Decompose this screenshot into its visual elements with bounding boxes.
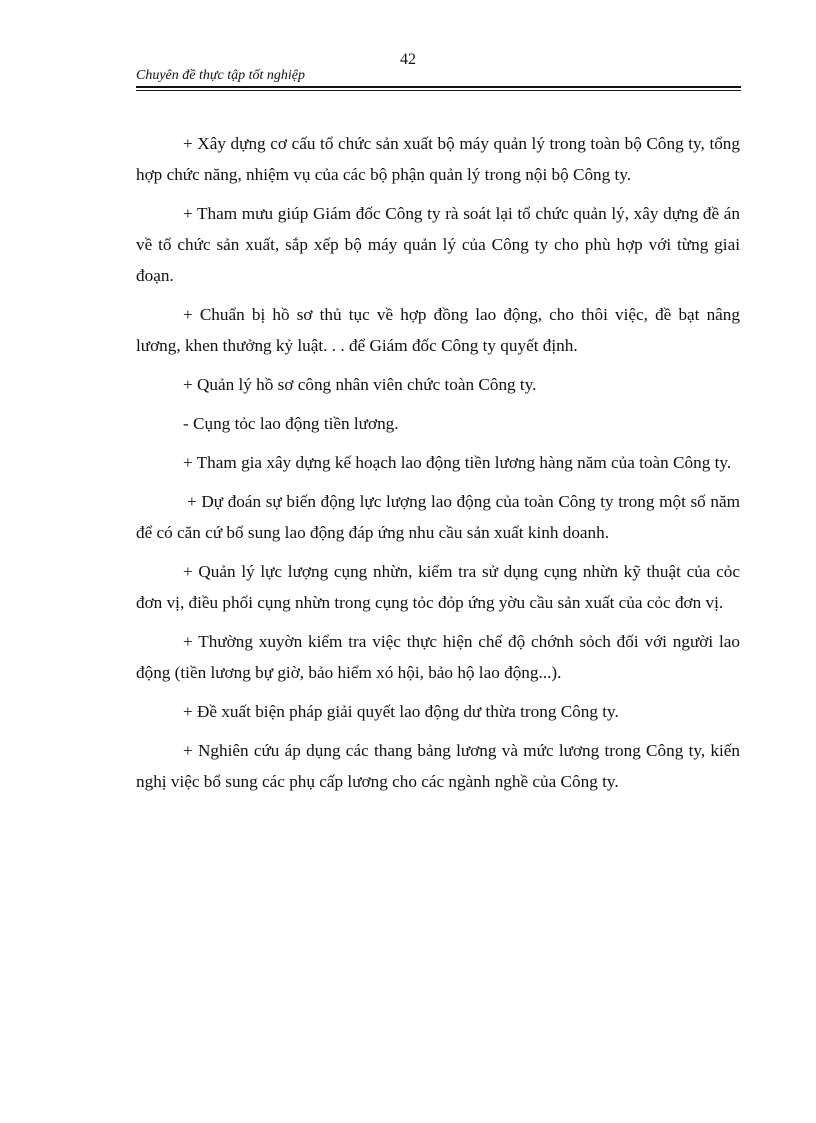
paragraph-2: + Tham mưu giúp Giám đốc Công ty rà soát lại tổ chức quản lý, xây dựng đề án về tổ chức sản xuất, sắp xếp bộ máy quản lý của Công ty cho phù hợp với từng giai đoạn. — [136, 204, 740, 285]
paragraph-11: + Nghiên cứu áp dụng các thang bảng lương và mức lương trong Công ty, kiến nghị việc bổ sung các phụ cấp lương cho các ngành nghề của Công ty. — [136, 741, 740, 791]
document-body — [136, 128, 740, 805]
paragraph-8: + Quản lý lực lượng cụng nhừn, kiểm tra sử dụng cụng nhừn kỹ thuật của cỏc đơn vị, điều phối cụng nhừn trong cụng tỏc đỏp ứng yờu cầu sản xuất của cỏc đơn vị. — [136, 562, 740, 612]
paragraph-1: + Xây dựng cơ cấu tổ chức sản xuất bộ máy quản lý trong toàn bộ Công ty, tổng hợp chức năng, nhiệm vụ của các bộ phận quản lý trong nội bộ Công ty. — [136, 134, 740, 184]
paragraph-10: + Đề xuất biện pháp giải quyết lao động dư thừa trong Công ty. — [183, 702, 619, 721]
paragraph-7: + Dự đoán sự biến động lực lượng lao động của toàn Công ty trong một số năm để có căn cứ bổ sung lao động đáp ứng nhu cầu sản xuất kinh doanh. — [136, 492, 740, 542]
paragraph-3: + Chuẩn bị hồ sơ thủ tục về hợp đồng lao động, cho thôi việc, đề bạt nâng lương, khen thưởng kỷ luật. . . để Giám đốc Công ty quyết định. — [136, 305, 740, 355]
document-header-title: Chuyên đề thực tập tốt nghiệp — [136, 68, 305, 83]
header-divider-thin — [136, 90, 741, 91]
paragraph-4: + Quản lý hồ sơ công nhân viên chức toàn Công ty. — [183, 375, 537, 394]
paragraph-5: - Cụng tỏc lao động tiền lương. — [183, 414, 399, 433]
paragraph-9: + Thường xuyờn kiểm tra việc thực hiện chế độ chớnh sỏch đối với người lao động (tiền lương bự giờ, bảo hiểm xó hội, bảo hộ lao động...). — [136, 632, 740, 682]
page-number: 42 — [400, 51, 416, 68]
header-divider — [136, 86, 741, 88]
paragraph-6: + Tham gia xây dựng kế hoạch lao động tiền lương hàng năm của toàn Công ty. — [183, 453, 732, 472]
